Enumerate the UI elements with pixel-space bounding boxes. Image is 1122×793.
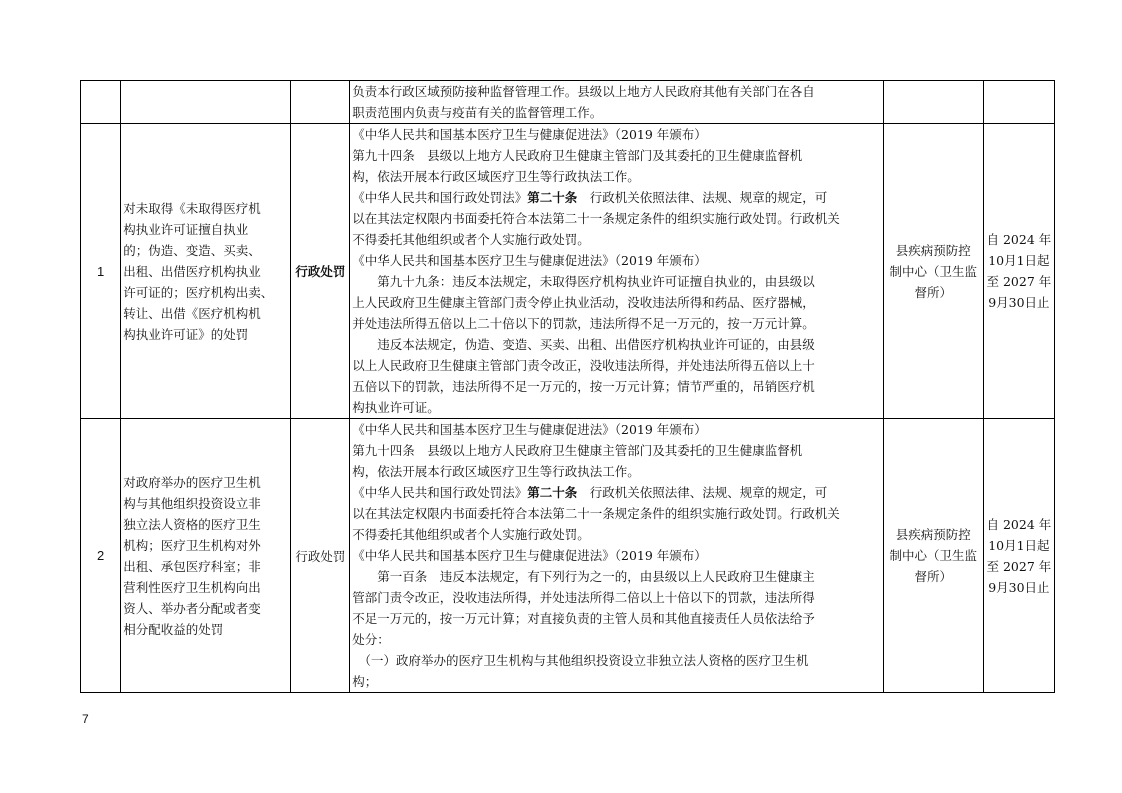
legal-basis-line: 构，依法开展本行政区域医疗卫生等行政执法工作。 [352,464,640,479]
legal-basis-line: 上人民政府卫生健康主管部门责令停止执业活动，没收违法所得和药品、医疗器械， [352,295,815,310]
validity-period-line: 10月1日起 [988,253,1050,268]
legal-basis-cell [350,81,883,124]
entrusted-org-cell [883,81,983,124]
validity-period-line: 自 2024 年 [986,516,1052,532]
legal-basis-line: 《中华人民共和国行政处罚法》第二十条 行政机关依照法律、法规、规章的规定，可 [352,485,828,500]
entrusted-org-line: 县疾病预防控 [895,527,971,542]
item-name-line: 构执业许可证》的处罚 [123,326,249,342]
item-name-line: 构执业许可证擅自执业 [123,221,249,237]
legal-basis-line: 职责范围内负责与疫苗有关的监督管理工作。 [352,105,603,120]
item-name-cell [121,419,291,693]
item-name-line: 构与其他组织投资设立非 [123,495,261,511]
item-name-line: 的；伪造、变造、买卖、 [123,242,261,258]
legal-basis-line: 不足一万元的，按一万元计算；对直接负责的主管人员和其他直接责任人员依法给予 [352,611,815,626]
legal-basis-line: 以在其法定权限内书面委托符合本法第二十一条规定条件的组织实施行政处罚。行政机关 [352,211,840,226]
entrusted-org-cell [883,419,983,693]
row-number: 1 [81,124,121,419]
validity-period-line: 9月30日止 [988,295,1050,310]
table-row [81,81,1055,124]
legal-basis-line: 构，依法开展本行政区域医疗卫生等行政执法工作。 [352,169,640,184]
entrusted-org-line: 督所） [914,569,952,584]
row-number: 2 [81,419,121,693]
legal-basis-line: 处分： [352,632,390,647]
power-type-cell [291,81,350,124]
page-number: 7 [82,712,89,726]
item-name-line: 独立法人资格的医疗卫生 [123,516,261,532]
item-name-line: 营利性医疗卫生机构向出 [123,579,261,595]
table-row [81,419,1055,693]
item-name-line: 许可证的；医疗机构出卖、 [123,284,274,300]
legal-basis-line: 不得委托其他组织或者个人实施行政处罚。 [352,527,590,542]
legal-basis-line: 管部门责令改正，没收违法所得，并处违法所得二倍以上十倍以下的罚款，违法所得 [352,590,815,605]
power-type-cell: 行政处罚 [291,419,350,693]
legal-basis-line: 《中华人民共和国基本医疗卫生与健康促进法》（2019 年颁布） [352,548,707,563]
validity-period-line: 自 2024 年 [986,232,1052,247]
legal-basis-line: 第九十四条 县级以上地方人民政府卫生健康主管部门及其委托的卫生健康监督机 [352,443,803,458]
item-name-line: 转让、出借《医疗机构机 [123,305,261,321]
entrusted-org-line: 督所） [914,284,952,300]
item-name-line: 资人、举办者分配或者变 [123,600,261,616]
legal-basis-line: 《中华人民共和国行政处罚法》第二十条 行政机关依照法律、法规、规章的规定，可 [352,190,828,205]
item-name-line: 对未取得《未取得医疗机 [123,200,261,216]
entrusted-org-line: 制中心（卫生监 [889,548,977,563]
legal-basis-line: 以上人民政府卫生健康主管部门责令改正，没收违法所得，并处违法所得五倍以上十 [352,358,815,373]
legal-basis-line: 五倍以下的罚款，违法所得不足一万元的，按一万元计算；情节严重的，吊销医疗机 [352,379,815,394]
item-name-line: 相分配收益的处罚 [123,621,224,637]
legal-basis-line: （一）政府举办的医疗卫生机构与其他组织投资设立非独立法人资格的医疗卫生机 [352,653,809,668]
validity-period-line: 10月1日起 [988,537,1050,553]
validity-period-line: 至 2027 年 [986,558,1052,574]
item-name-line: 出租、承包医疗科室；非 [123,558,261,574]
legal-basis-line: 构； [352,674,378,689]
legal-basis-line: 并处违法所得五倍以上二十倍以下的罚款，违法所得不足一万元的，按一万元计算。 [352,316,815,331]
legal-basis-line: 第九十九条：违反本法规定，未取得医疗机构执业许可证擅自执业的，由县级以 [352,274,815,289]
entrusted-org-cell [883,124,983,419]
table-row [81,124,1055,419]
legal-basis-line: 《中华人民共和国基本医疗卫生与健康促进法》（2019 年颁布） [352,422,707,437]
legal-basis-line: 《中华人民共和国基本医疗卫生与健康促进法》（2019 年颁布） [352,127,707,142]
validity-period-cell [983,81,1054,124]
entrusted-org-line: 制中心（卫生监 [889,263,977,279]
legal-basis-line: 构执业许可证。 [352,400,440,415]
legal-basis-line: 第九十四条 县级以上地方人民政府卫生健康主管部门及其委托的卫生健康监督机 [352,148,803,163]
row-number [81,81,121,124]
legal-basis-line: 《中华人民共和国基本医疗卫生与健康促进法》（2019 年颁布） [352,253,707,268]
validity-period-cell [983,124,1054,419]
legal-basis-line: 违反本法规定，伪造、变造、买卖、出租、出借医疗机构执业许可证的，由县级 [352,337,815,352]
legal-basis-cell [350,124,883,419]
item-name-line: 对政府举办的医疗卫生机 [123,474,261,490]
legal-basis-line: 负责本行政区域预防接种监督管理工作。县级以上地方人民政府其他有关部门在各自 [352,84,815,99]
item-name-line: 机构；医疗卫生机构对外 [123,537,261,553]
regulation-table [80,80,1055,693]
item-name-line: 出租、出借医疗机构执业 [123,263,261,279]
legal-basis-line: 以在其法定权限内书面委托符合本法第二十一条规定条件的组织实施行政处罚。行政机关 [352,506,840,521]
item-name-cell [121,81,291,124]
validity-period-line: 9月30日止 [988,579,1050,595]
validity-period-line: 至 2027 年 [986,274,1052,289]
entrusted-org-line: 县疾病预防控 [895,242,971,258]
validity-period-cell [983,419,1054,693]
item-name-cell [121,124,291,419]
legal-basis-line: 第一百条 违反本法规定，有下列行为之一的，由县级以上人民政府卫生健康主 [352,569,815,584]
legal-basis-cell [350,419,883,693]
legal-basis-line: 不得委托其他组织或者个人实施行政处罚。 [352,232,590,247]
power-type-cell: 行政处罚 [291,124,350,419]
